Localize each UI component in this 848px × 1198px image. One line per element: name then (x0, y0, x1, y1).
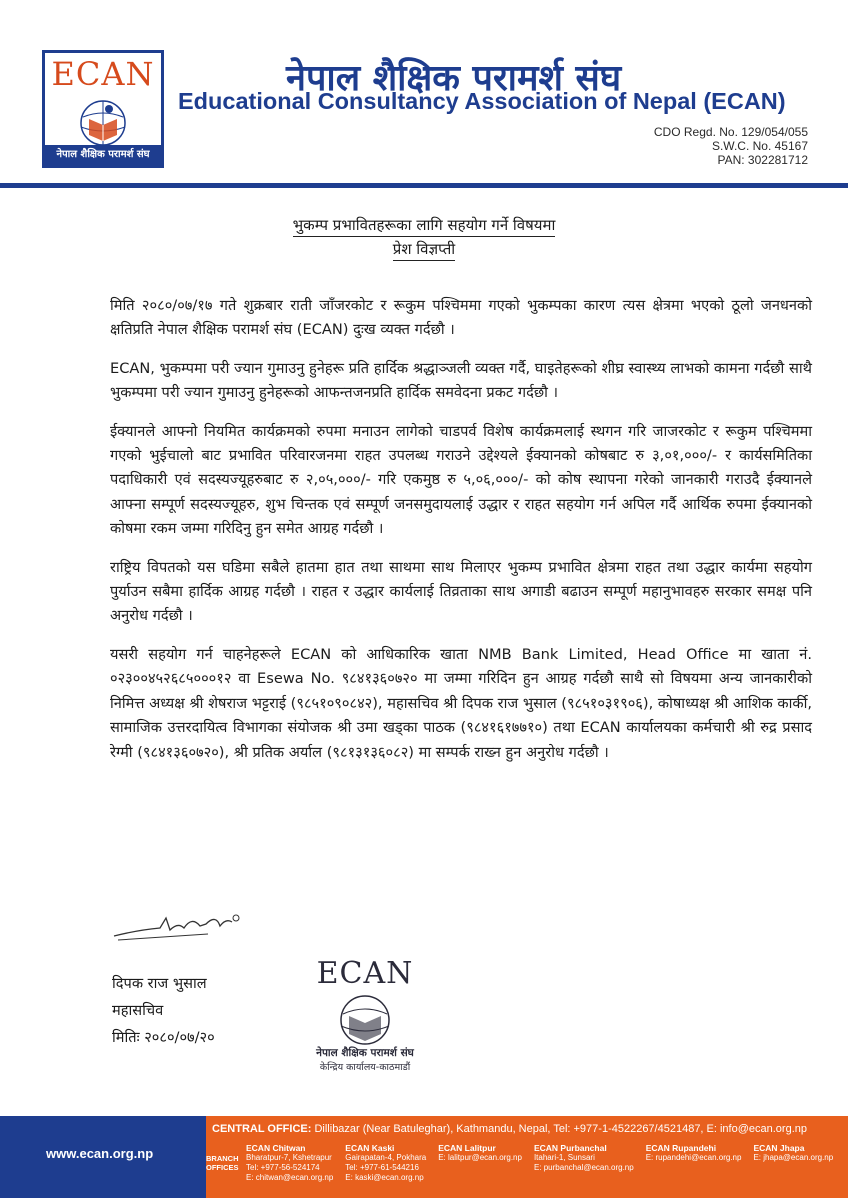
cdo-regd: CDO Regd. No. 129/054/055 (653, 125, 808, 139)
stamp-org-name: नेपाल शैक्षिक परामर्श संघ (316, 1047, 414, 1059)
footer-website-panel (0, 1116, 206, 1198)
org-name-english: Educational Consultancy Association of Nepal (ECAN) (178, 88, 786, 114)
branch-line: E: kaski@ecan.org.np (345, 1173, 424, 1182)
branch-line: Tel: +977-61-544216 (345, 1163, 419, 1172)
branch-offices-label: BRANCH OFFICES (206, 1154, 239, 1172)
branch-name: ECAN Lalitpur (438, 1143, 496, 1153)
logo-text: ECAN (51, 55, 155, 93)
footer (0, 1116, 848, 1198)
branch-line: E: jhapa@ecan.org.np (753, 1153, 834, 1162)
paragraph: ईक्यानले आफ्नो नियमित कार्यक्रमको रुपमा मनाउन लागेको चाडपर्व विशेष कार्यक्रमलाई स्थगन गरि जाजरकोट र रूकुम पश्चिममा गएको भुईचालो बाट प्रभावित परिवारजनमा राहत उपलब्ध गराउने उद्देश्यले ईक्यानको कोषबाट रु ३,०१,०००/- र कार्यसमितिका पदाधिकारी एवं सदस्यज्यूहरुबाट रु २,०५,०००/- गरि एकमुष्ठ रु ५,०६,०००/- को कोष स्थापना गरेको जानकारी गराउदै ईक्यानले आफ्ना सम्पूर्ण सदस्यज्यूहरु, शुभ चिन्तक एवं सम्पूर्ण जनसमुदायलाई उद्धार र राहत सहयोग गर्न अपिल गर्दै आर्थिक रुपमा ईक्यानको कोषमा रकम जम्मा गरिदिनु हुन समेत आग्रह गर्दछौ । (110, 422, 812, 538)
press-release-label: प्रेश विज्ञप्ती (393, 238, 455, 261)
logo-caption: नेपाल शैक्षिक परामर्श संघ (45, 145, 161, 165)
registration-info (654, 125, 808, 167)
central-office-details: Dillibazar (Near Batuleghar), Kathmandu, Nepal, Tel: +977-1-4522267/4521487, E: info@ecan.org.np (314, 1123, 807, 1135)
paragraph: ECAN, भुकम्पमा परी ज्यान गुमाउनु हुनेहरू प्रति हार्दिक श्रद्धाञ्जली व्यक्त गर्दै, घाइतेहरूको शीघ्र स्वास्थ्य लाभको कामना गर्दछौ साथै भुकम्पमा परी ज्यान गुमाउनु हुनेहरूको आफन्तजनप्रति हार्दिक समवेदना प्रकट गर्दछौ । (110, 359, 812, 402)
branch-name: ECAN Rupandehi (645, 1143, 717, 1153)
branch-item (438, 1143, 522, 1183)
branch-name: ECAN Kaski (345, 1143, 395, 1153)
signatory-name: दिपक राज भुसाल (112, 975, 207, 992)
office-stamp (300, 950, 430, 1080)
branch-line: E: rupandehi@ecan.org.np (645, 1153, 742, 1162)
letter-body (110, 294, 812, 779)
signature-block (112, 970, 215, 1051)
document-title (0, 213, 848, 261)
branch-name: ECAN Jhapa (753, 1143, 805, 1153)
branch-line: Gairapatan-4, Pokhara (345, 1153, 427, 1162)
pan-number: PAN: 302281712 (717, 153, 808, 167)
branch-item (246, 1143, 333, 1183)
ecan-logo (42, 50, 164, 168)
branch-line: E: chitwan@ecan.org.np (246, 1173, 334, 1182)
swc-number: S.W.C. No. 45167 (711, 139, 808, 153)
stamp-office-name: केन्द्रिय कार्यालय-काठमाडौं (319, 1062, 411, 1073)
branch-list (246, 1143, 845, 1183)
subject-line: भुकम्प प्रभावितहरूका लागि सहयोग गर्ने विषयमा (293, 214, 556, 237)
branch-item (753, 1143, 833, 1183)
website-link[interactable]: www.ecan.org.np (46, 1146, 154, 1161)
branch-line: E: lalitpur@ecan.org.np (438, 1153, 522, 1162)
header-divider (0, 183, 848, 188)
paragraph: मिति २०८०/०७/१७ गते शुक्रबार राती जाँजरकोट र रूकुम पश्चिममा गएको भुकम्पका कारण त्यस क्षेत्रमा भएको ठूलो जनधनको क्षतिप्रति नेपाल शैक्षिक परामर्श संघ (ECAN) दुःख व्यक्त गर्दछौ । (110, 297, 812, 339)
branch-name: ECAN Chitwan (246, 1143, 306, 1153)
branch-line: E: purbanchal@ecan.org.np (533, 1163, 634, 1172)
paragraph: राष्ट्रिय विपतको यस घडिमा सबैले हातमा हात तथा साथमा साथ मिलाएर भुकम्प प्रभावित क्षेत्रमा राहत तथा उद्धार कार्यमा सहयोग पुर्याउन सबैमा हार्दिक आग्रह गर्दछौ । राहत र उद्धार कार्यलाई तिव्रताका साथ अगाडी बढाउन सम्पूर्ण महानुभावहरु सरकार समक्ष पनि अनुरोध गर्दछौ । (110, 558, 813, 625)
branch-item (534, 1143, 634, 1183)
signatory-designation: महासचिव (112, 1002, 164, 1019)
branch-line: Tel: +977-56-524174 (246, 1163, 320, 1172)
org-name-nepali: नेपाल शैक्षिक परामर्श संघ (286, 58, 622, 99)
handwritten-signature (108, 904, 248, 944)
signature-date: मितिः २०८०/०७/२० (112, 1029, 215, 1046)
central-office (212, 1123, 807, 1135)
stamp-globe-icon (315, 992, 415, 1046)
branch-line: Bharatpur-7, Kshetrapur (246, 1153, 332, 1162)
globe-book-icon (53, 95, 153, 147)
letterhead (0, 0, 848, 188)
central-office-label: CENTRAL OFFICE: (212, 1123, 312, 1135)
stamp-ecan-text: ECAN (316, 956, 414, 991)
branch-name: ECAN Purbanchal (533, 1143, 607, 1153)
branch-item (646, 1143, 742, 1183)
branch-item (345, 1143, 426, 1183)
footer-offices-panel (206, 1116, 848, 1198)
paragraph: यसरी सहयोग गर्न चाहनेहरूले ECAN को आधिकारिक खाता NMB Bank Limited, Head Office मा खाता नं. ०२३००४५२६८५०००१२ वा Esewa No. ९८४१३६०७२० मा जम्मा गरिदिन हुन आग्रह गर्दछौ साथै सो विषयमा अन्य जानकारीको निमित्त अध्यक्ष श्री शेषराज भट्टराई (९८५१०९०८४२), महासचिव श्री दिपक राज भुसाल (९८५१०३१९०६), कोषाध्यक्ष श्री आशिक कार्की, सामाजिक उत्तरदायित्व विभागका संयोजक श्री उमा खड्का पाठक (९८४१६१७७१०) तथा ECAN कार्यालयका कर्मचारी श्री रुद्र प्रसाद रेग्मी (९८४१३६०७२०), श्री प्रतिक अर्याल (९८१३१३६०८२) मा सम्पर्क राख्न हुन अनुरोध गर्दछौ । (110, 645, 812, 761)
branch-line: Itahari-1, Sunsari (533, 1153, 595, 1162)
